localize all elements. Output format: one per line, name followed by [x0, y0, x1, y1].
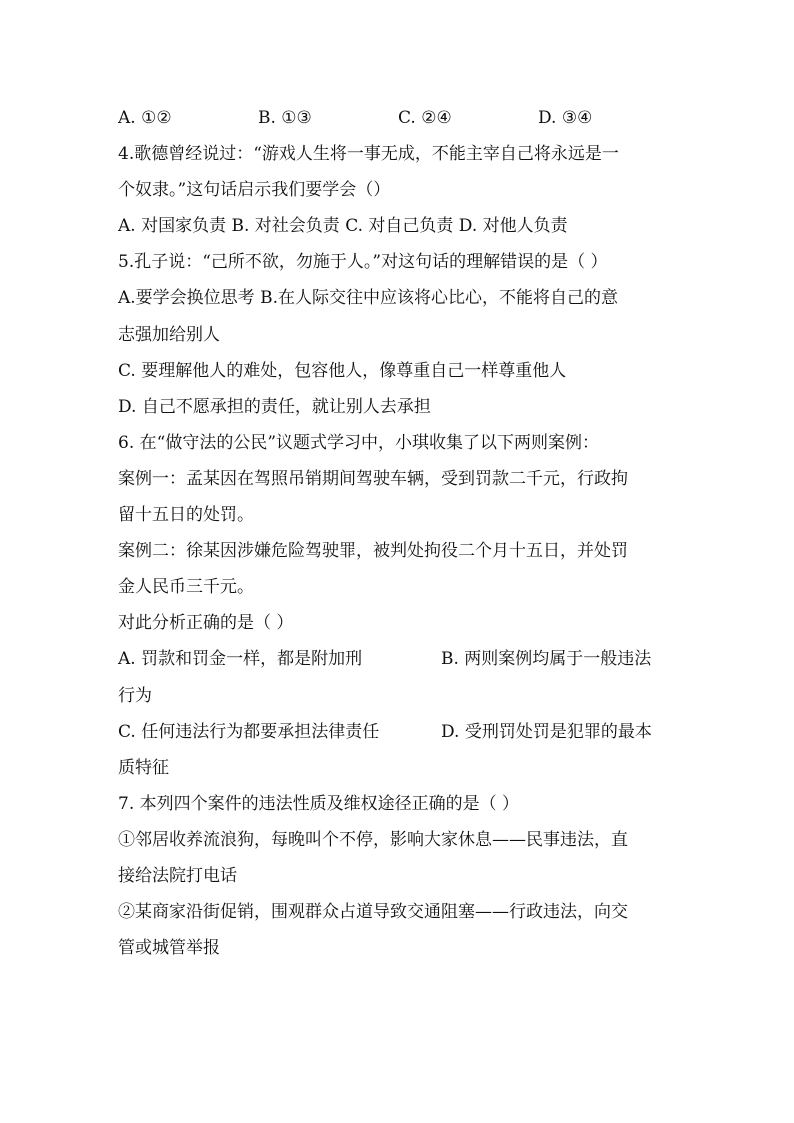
q7-item1-line-1: ①邻居收养流浪狗，每晚叫个不停，影响大家休息——民事违法，直	[118, 829, 628, 850]
exam-text	[118, 100, 678, 966]
q6-case2-line-2: 金人民币三千元。	[118, 577, 254, 598]
q7-item2-line-2: 管或城管举报	[118, 938, 220, 959]
q6-case1-line-1: 案例一：孟某因在驾照吊销期间驾驶车辆，受到罚款二千元，行政拘	[118, 468, 628, 489]
q6-case2-line-1: 案例二：徐某因涉嫌危险驾驶罪，被判处拘役二个月十五日，并处罚	[118, 541, 628, 562]
q3-option-a: A. ①②	[118, 108, 172, 128]
q4-stem-line-1: 4.歌德曾经说过：“游戏人生将一事无成，不能主宰自己将永远是一	[118, 144, 619, 165]
q7-item1-line-2: 接给法院打电话	[118, 865, 237, 886]
q4-stem-line-2: 个奴隶。”这句话启示我们要学会（）	[118, 180, 391, 201]
q3-option-d: D. ③④	[538, 108, 593, 128]
q4-options: A. 对国家负责 B. 对社会负责 C. 对自己负责 D. 对他人负责	[118, 216, 568, 237]
q3-options	[118, 100, 678, 136]
q6-option-d: D. 受刑罚处罚是犯罪的最本	[441, 721, 652, 742]
q3-option-b: B. ①③	[258, 108, 312, 128]
q5-option-d: D. 自己不愿承担的责任，就让别人去承担	[118, 396, 431, 417]
q6-options-ab	[118, 641, 678, 677]
q5-option-c: C. 要理解他人的难处，包容他人，像尊重自己一样尊重他人	[118, 360, 567, 381]
q7-stem: 7. 本列四个案件的违法性质及维权途径正确的是（ ）	[118, 793, 520, 814]
q6-option-a: A. 罚款和罚金一样，都是附加刑	[118, 649, 363, 670]
q6-option-b: B. 两则案例均属于一般违法	[441, 649, 652, 670]
q3-option-c: C. ②④	[398, 108, 452, 128]
q5-stem: 5.孔子说：“己所不欲，勿施于人。”对这句话的理解错误的是（ ）	[118, 252, 608, 273]
q5-option-ab-line-1: A.要学会换位思考 B.在人际交往中应该将心比心，不能将自己的意	[118, 288, 618, 309]
q6-option-d-line-2: 质特征	[118, 757, 169, 778]
q6-options-cd	[118, 714, 678, 750]
q6-question: 对此分析正确的是（ ）	[118, 613, 294, 634]
q6-option-b-line-2: 行为	[118, 685, 152, 706]
q6-stem: 6. 在“做守法的公民”议题式学习中，小琪收集了以下两则案例：	[118, 432, 600, 453]
q5-option-ab-line-2: 志强加给别人	[118, 324, 220, 345]
q6-option-c: C. 任何违法行为都要承担法律责任	[118, 721, 380, 742]
q6-case1-line-2: 留十五日的处罚。	[118, 505, 254, 526]
q7-item2-line-1: ②某商家沿街促销，围观群众占道导致交通阻塞——行政违法，向交	[118, 902, 628, 923]
